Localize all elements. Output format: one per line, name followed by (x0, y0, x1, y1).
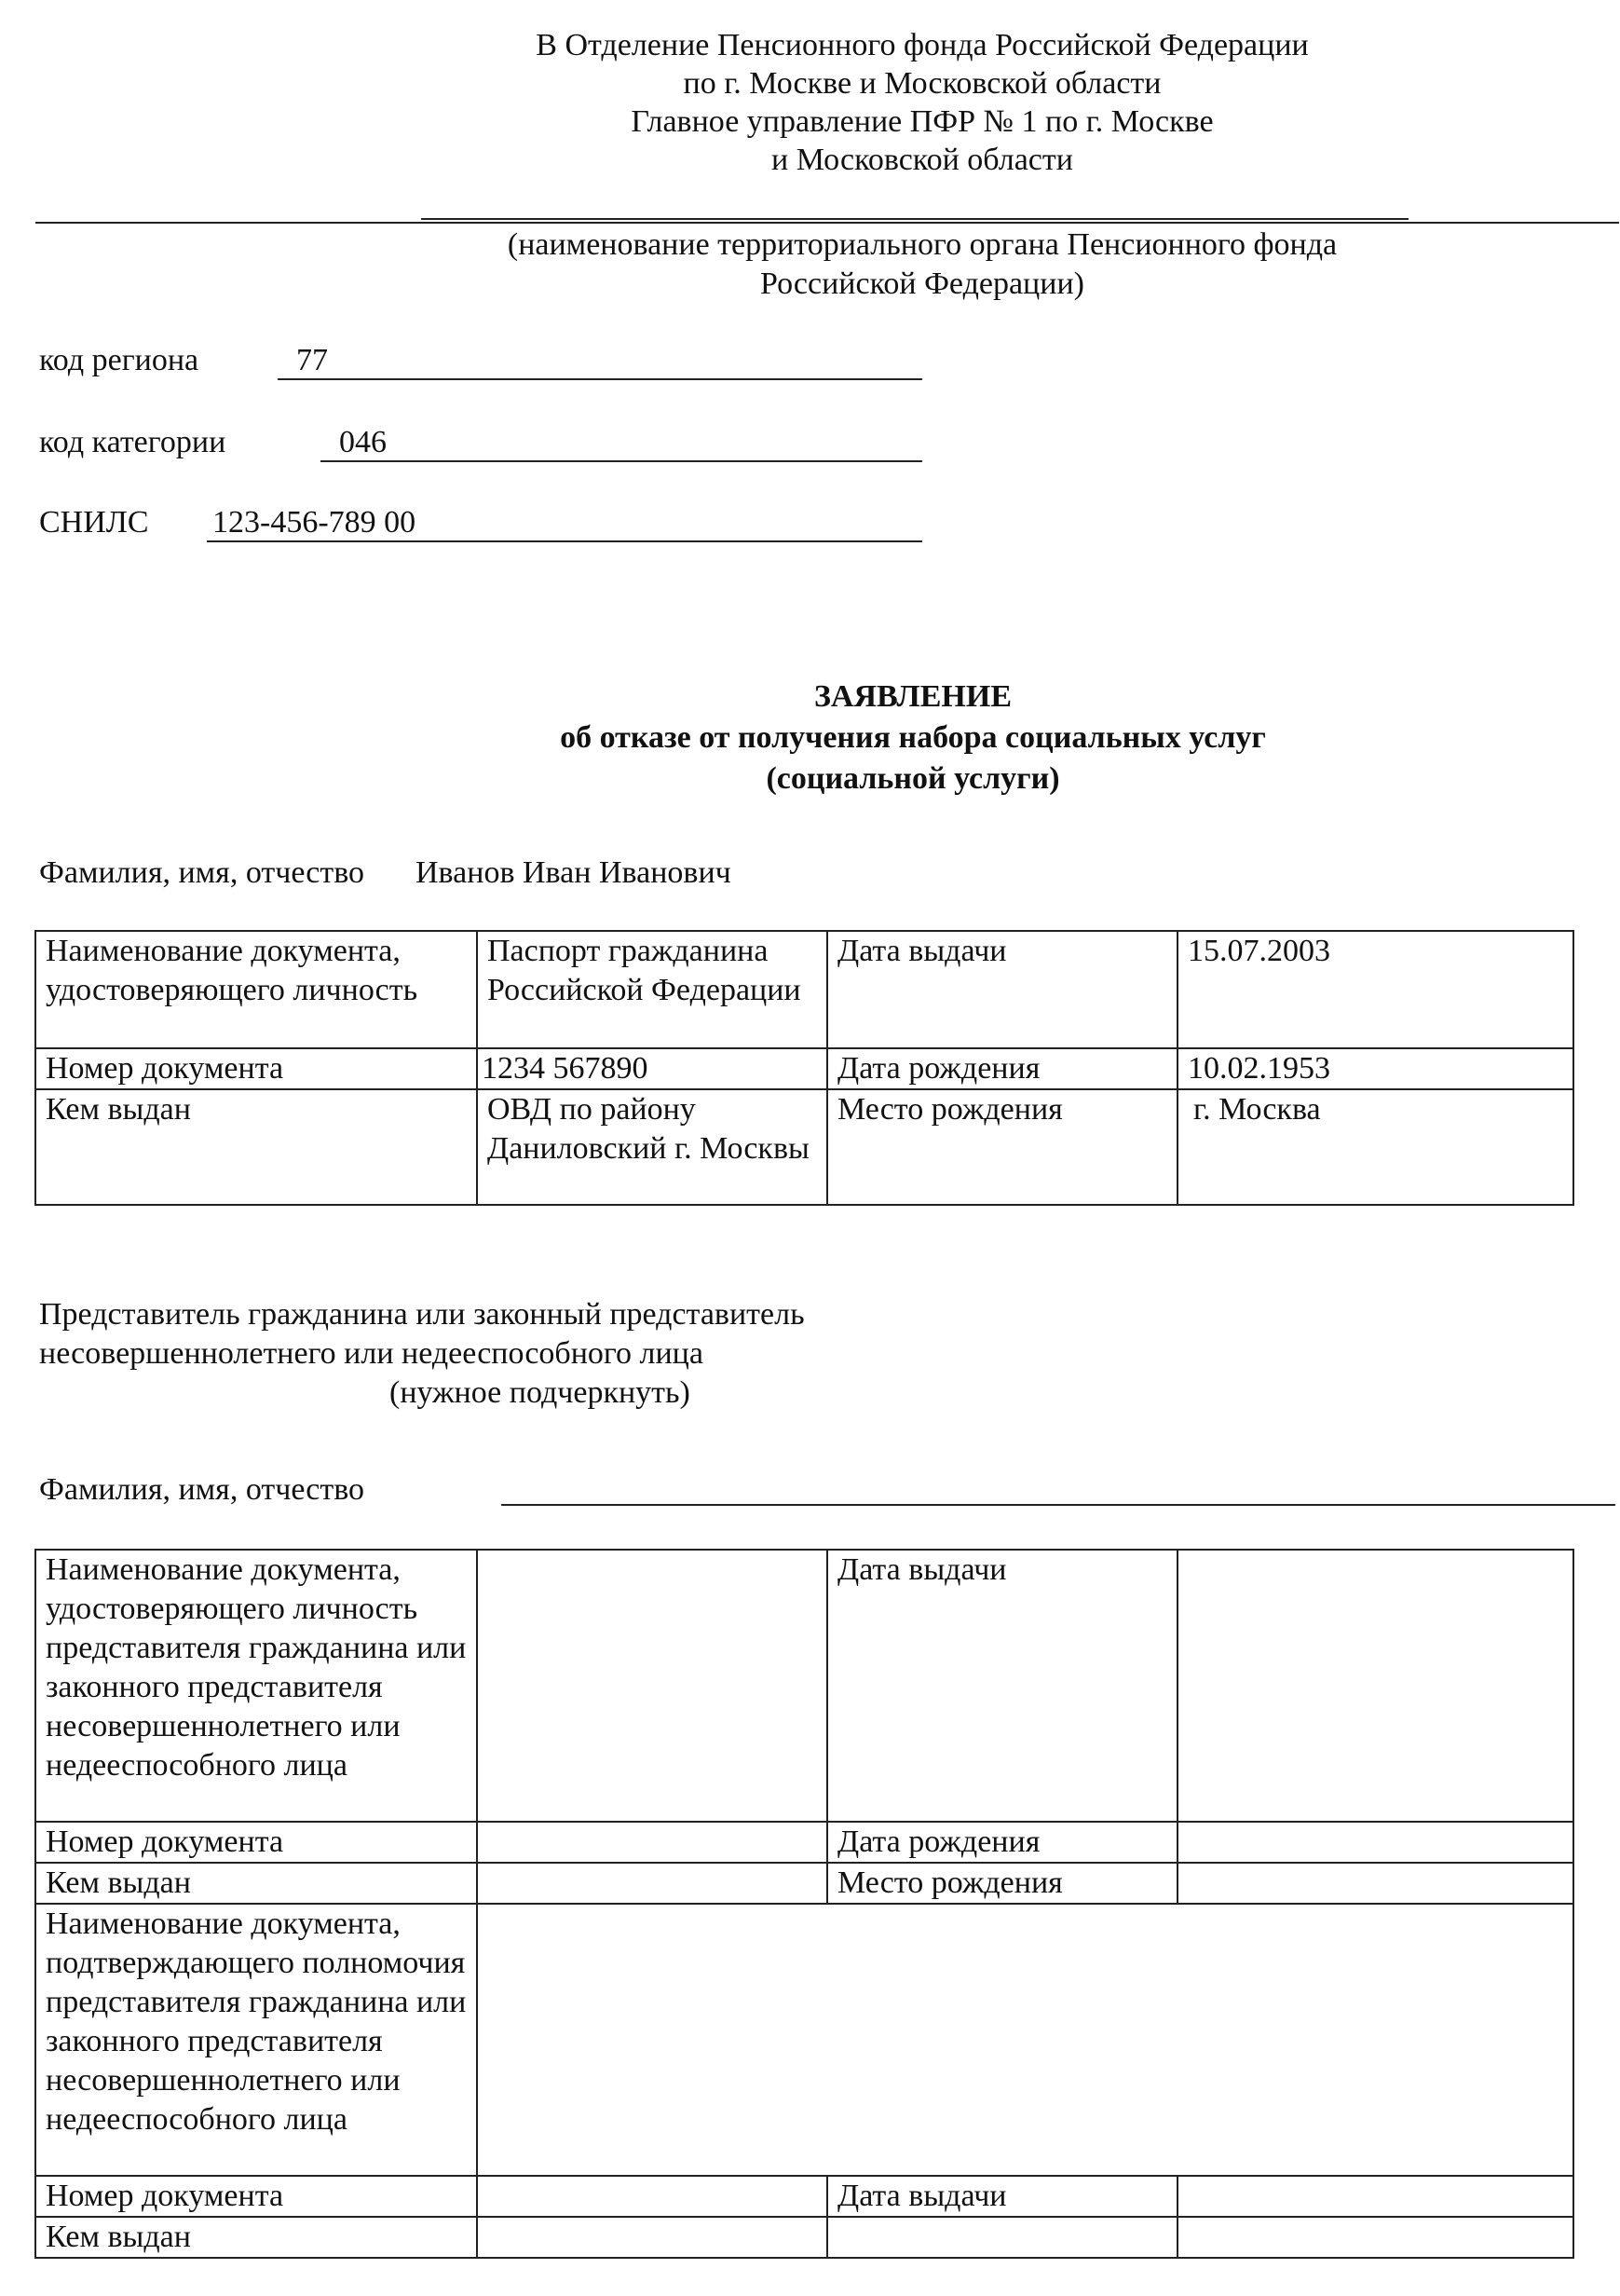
table-row (35, 2176, 1573, 2217)
birth-date-value: 10.02.1953 (1178, 1048, 1573, 1089)
representative-fio-label: Фамилия, имя, отчество (39, 1472, 365, 1507)
rep-authority-issue-date-value (1178, 2176, 1573, 2217)
rep-issue-date-value (1178, 1550, 1573, 1822)
rep-birth-place-value (1178, 1863, 1573, 1904)
applicant-fio-value: Иванов Иван Иванович (415, 855, 731, 890)
addressee-caption (410, 226, 1435, 304)
document-title (317, 676, 1509, 800)
representative-fio-underline (501, 1504, 1615, 1506)
rep-issue-date-label: Дата выдачи (827, 1550, 1178, 1822)
addressee-line: В Отделение Пенсионного фонда Российской Федерации (536, 28, 1309, 62)
rep-authority-issue-date-label: Дата выдачи (827, 2176, 1178, 2217)
issued-by-label: Кем выдан (35, 1089, 477, 1205)
representative-heading-line2: несовершеннолетнего или недееспособного лица (39, 1336, 703, 1371)
rep-authority-doc-number-label: Номер документа (35, 2176, 477, 2217)
category-code-label: код категории (39, 425, 226, 459)
rep-authority-issued-by-label: Кем выдан (35, 2217, 477, 2258)
addressee-underline (35, 222, 1619, 224)
birth-place-value: г. Москва (1178, 1089, 1573, 1205)
snils-value: 123-456-789 00 (212, 505, 416, 540)
title-line3: (социальной услуги) (766, 761, 1060, 796)
rep-birth-date-label: Дата рождения (827, 1822, 1178, 1863)
snils-label: СНИЛС (39, 505, 149, 540)
rep-birth-place-label: Место рождения (827, 1863, 1178, 1904)
title-main: ЗАЯВЛЕНИЕ (813, 679, 1013, 714)
region-code-value: 77 (296, 343, 328, 377)
issue-date-label: Дата выдачи (827, 931, 1178, 1048)
rep-doc-name-value (477, 1550, 827, 1822)
addressee-line: по г. Москве и Московской области (683, 66, 1162, 101)
table-row (35, 1550, 1573, 1822)
table-row (35, 1863, 1573, 1904)
caption-line: (наименование территориального органа Пенсионного фонда (507, 227, 1338, 262)
rep-issued-by-label: Кем выдан (35, 1863, 477, 1904)
rep-authority-doc-number-value (477, 2176, 827, 2217)
table-row (35, 1822, 1573, 1863)
representative-document-table (34, 1549, 1574, 2259)
table-row (35, 2217, 1573, 2258)
category-code-underline (320, 460, 922, 462)
rep-authority-issued-by-extra2 (1178, 2217, 1573, 2258)
rep-birth-date-value (1178, 1822, 1573, 1863)
rep-issued-by-value (477, 1863, 827, 1904)
snils-underline (207, 540, 922, 542)
addressee-underline-short (421, 218, 1409, 220)
region-code-underline (278, 378, 922, 380)
region-code-label: код региона (39, 343, 199, 377)
rep-doc-number-label: Номер документа (35, 1822, 477, 1863)
rep-authority-issued-by-value (477, 2217, 827, 2258)
applicant-fio-label: Фамилия, имя, отчество (39, 855, 365, 890)
addressee-line: и Московской области (771, 143, 1073, 177)
birth-date-label: Дата рождения (827, 1048, 1178, 1089)
table-row (35, 1904, 1573, 2176)
representative-heading-line3: (нужное подчеркнуть) (389, 1375, 690, 1410)
applicant-document-table (34, 930, 1574, 1206)
rep-authority-doc-value (477, 1904, 1573, 2176)
representative-heading-line1: Представитель гражданина или законный представитель (39, 1297, 805, 1332)
table-row (35, 1048, 1573, 1089)
issued-by-value: ОВД по району Даниловский г. Москвы (477, 1089, 827, 1205)
rep-authority-doc-label: Наименование документа, подтверждающего полномочия представителя гражданина или законного представителя несовершеннолетнего или недееспособного лица (35, 1904, 477, 2176)
rep-doc-number-value (477, 1822, 827, 1863)
issue-date-value: 15.07.2003 (1178, 931, 1573, 1048)
doc-name-value: Паспорт гражданина Российской Федерации (477, 931, 827, 1048)
rep-doc-name-label: Наименование документа, удостоверяющего личность представителя гражданина или законного представителя несовершеннолетнего или недееспособного лица (35, 1550, 477, 1822)
doc-number-value: 1234 567890 (477, 1048, 827, 1089)
category-code-value: 046 (339, 425, 387, 459)
table-row (35, 931, 1573, 1048)
addressee-block (410, 26, 1435, 179)
addressee-line: Главное управление ПФР № 1 по г. Москве (631, 104, 1214, 139)
birth-place-label: Место рождения (827, 1089, 1178, 1205)
table-row (35, 1089, 1573, 1205)
title-line2: об отказе от получения набора социальных услуг (560, 720, 1266, 755)
rep-authority-issued-by-extra1 (827, 2217, 1178, 2258)
doc-name-label: Наименование документа, удостоверяющего личность (35, 931, 477, 1048)
caption-line: Российской Федерации) (760, 266, 1084, 301)
doc-number-label: Номер документа (35, 1048, 477, 1089)
